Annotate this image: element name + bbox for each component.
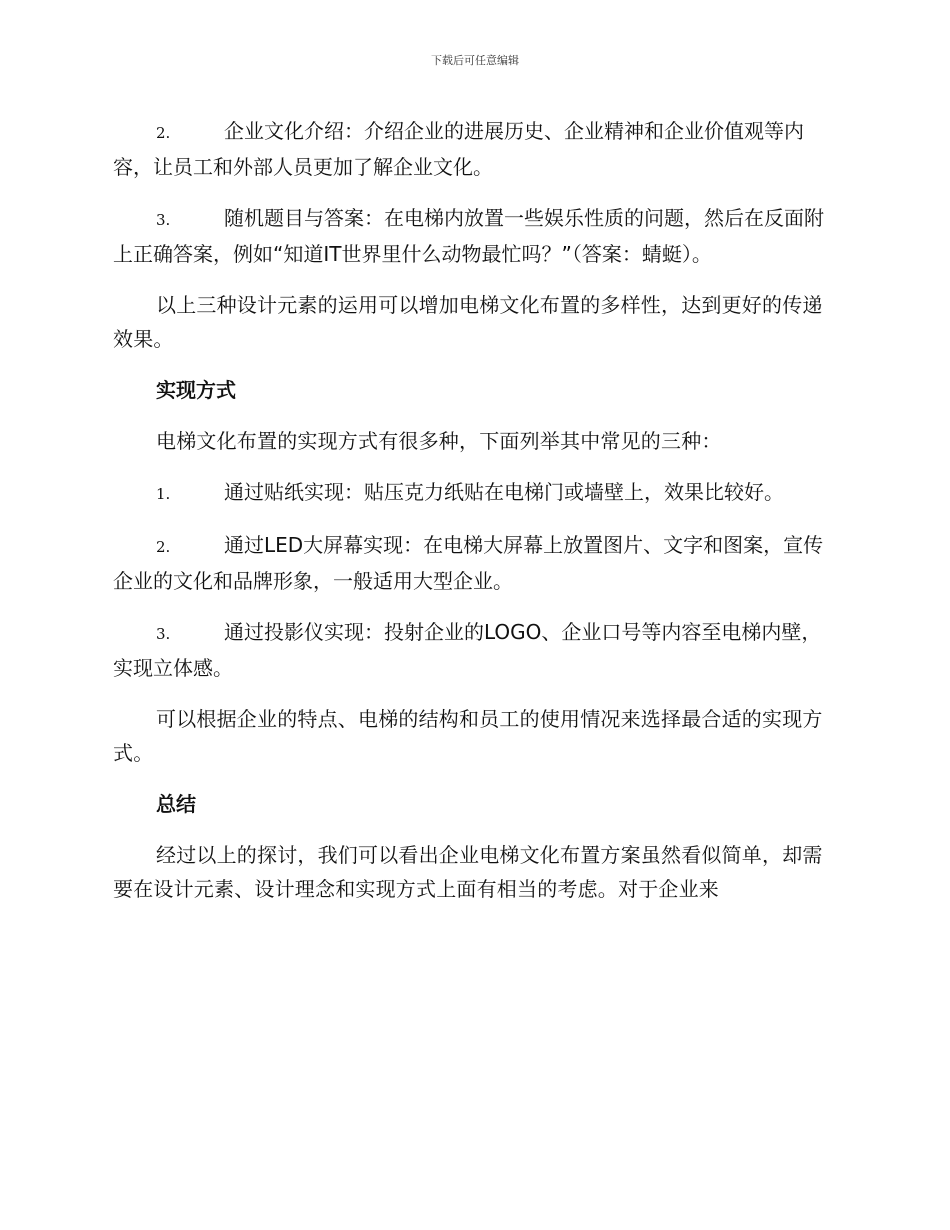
list-item bbox=[113, 528, 838, 598]
list-text: 通过LED大屏幕实现：在电梯大屏幕上放置图片、文字和图案，宣传企业的文化和品牌形象，一般适用大型企业。 bbox=[113, 533, 824, 593]
list-item bbox=[113, 201, 838, 271]
list-number: 3. bbox=[156, 625, 171, 643]
list-item bbox=[113, 615, 838, 685]
section-heading: 总结 bbox=[156, 792, 196, 816]
list-text: 随机题目与答案：在电梯内放置一些娱乐性质的问题，然后在反面附上正确答案，例如“知道IT世界里什么动物最忙吗？”（答案：蜻蜓）。 bbox=[113, 206, 824, 266]
list-number: 1. bbox=[156, 485, 171, 503]
list-text: 通过投影仪实现：投射企业的LOGO、企业口号等内容至电梯内壁，实现立体感。 bbox=[113, 620, 822, 680]
list-text: 通过贴纸实现：贴压克力纸贴在电梯门或墙壁上，效果比较好。 bbox=[224, 480, 784, 504]
list-number: 3. bbox=[156, 211, 171, 229]
document-body bbox=[113, 114, 838, 923]
paragraph: 可以根据企业的特点、电梯的结构和员工的使用情况来选择最合适的实现方式。 bbox=[113, 707, 823, 765]
page-header: 下载后可任意编辑 bbox=[431, 54, 519, 67]
list-number: 2. bbox=[156, 124, 171, 142]
list-number: 2. bbox=[156, 538, 171, 556]
paragraph: 电梯文化布置的实现方式有很多种，下面列举其中常见的三种： bbox=[156, 429, 722, 453]
list-item bbox=[113, 114, 838, 184]
paragraph: 以上三种设计元素的运用可以增加电梯文化布置的多样性，达到更好的传递效果。 bbox=[113, 293, 823, 351]
list-item bbox=[113, 475, 838, 511]
section-heading: 实现方式 bbox=[156, 378, 236, 402]
paragraph: 经过以上的探讨，我们可以看出企业电梯文化布置方案虽然看似简单，却需要在设计元素、设计理念和实现方式上面有相当的考虑。对于企业来 bbox=[113, 843, 823, 901]
list-text: 企业文化介绍：介绍企业的进展历史、企业精神和企业价值观等内容，让员工和外部人员更加了解企业文化。 bbox=[113, 119, 804, 179]
